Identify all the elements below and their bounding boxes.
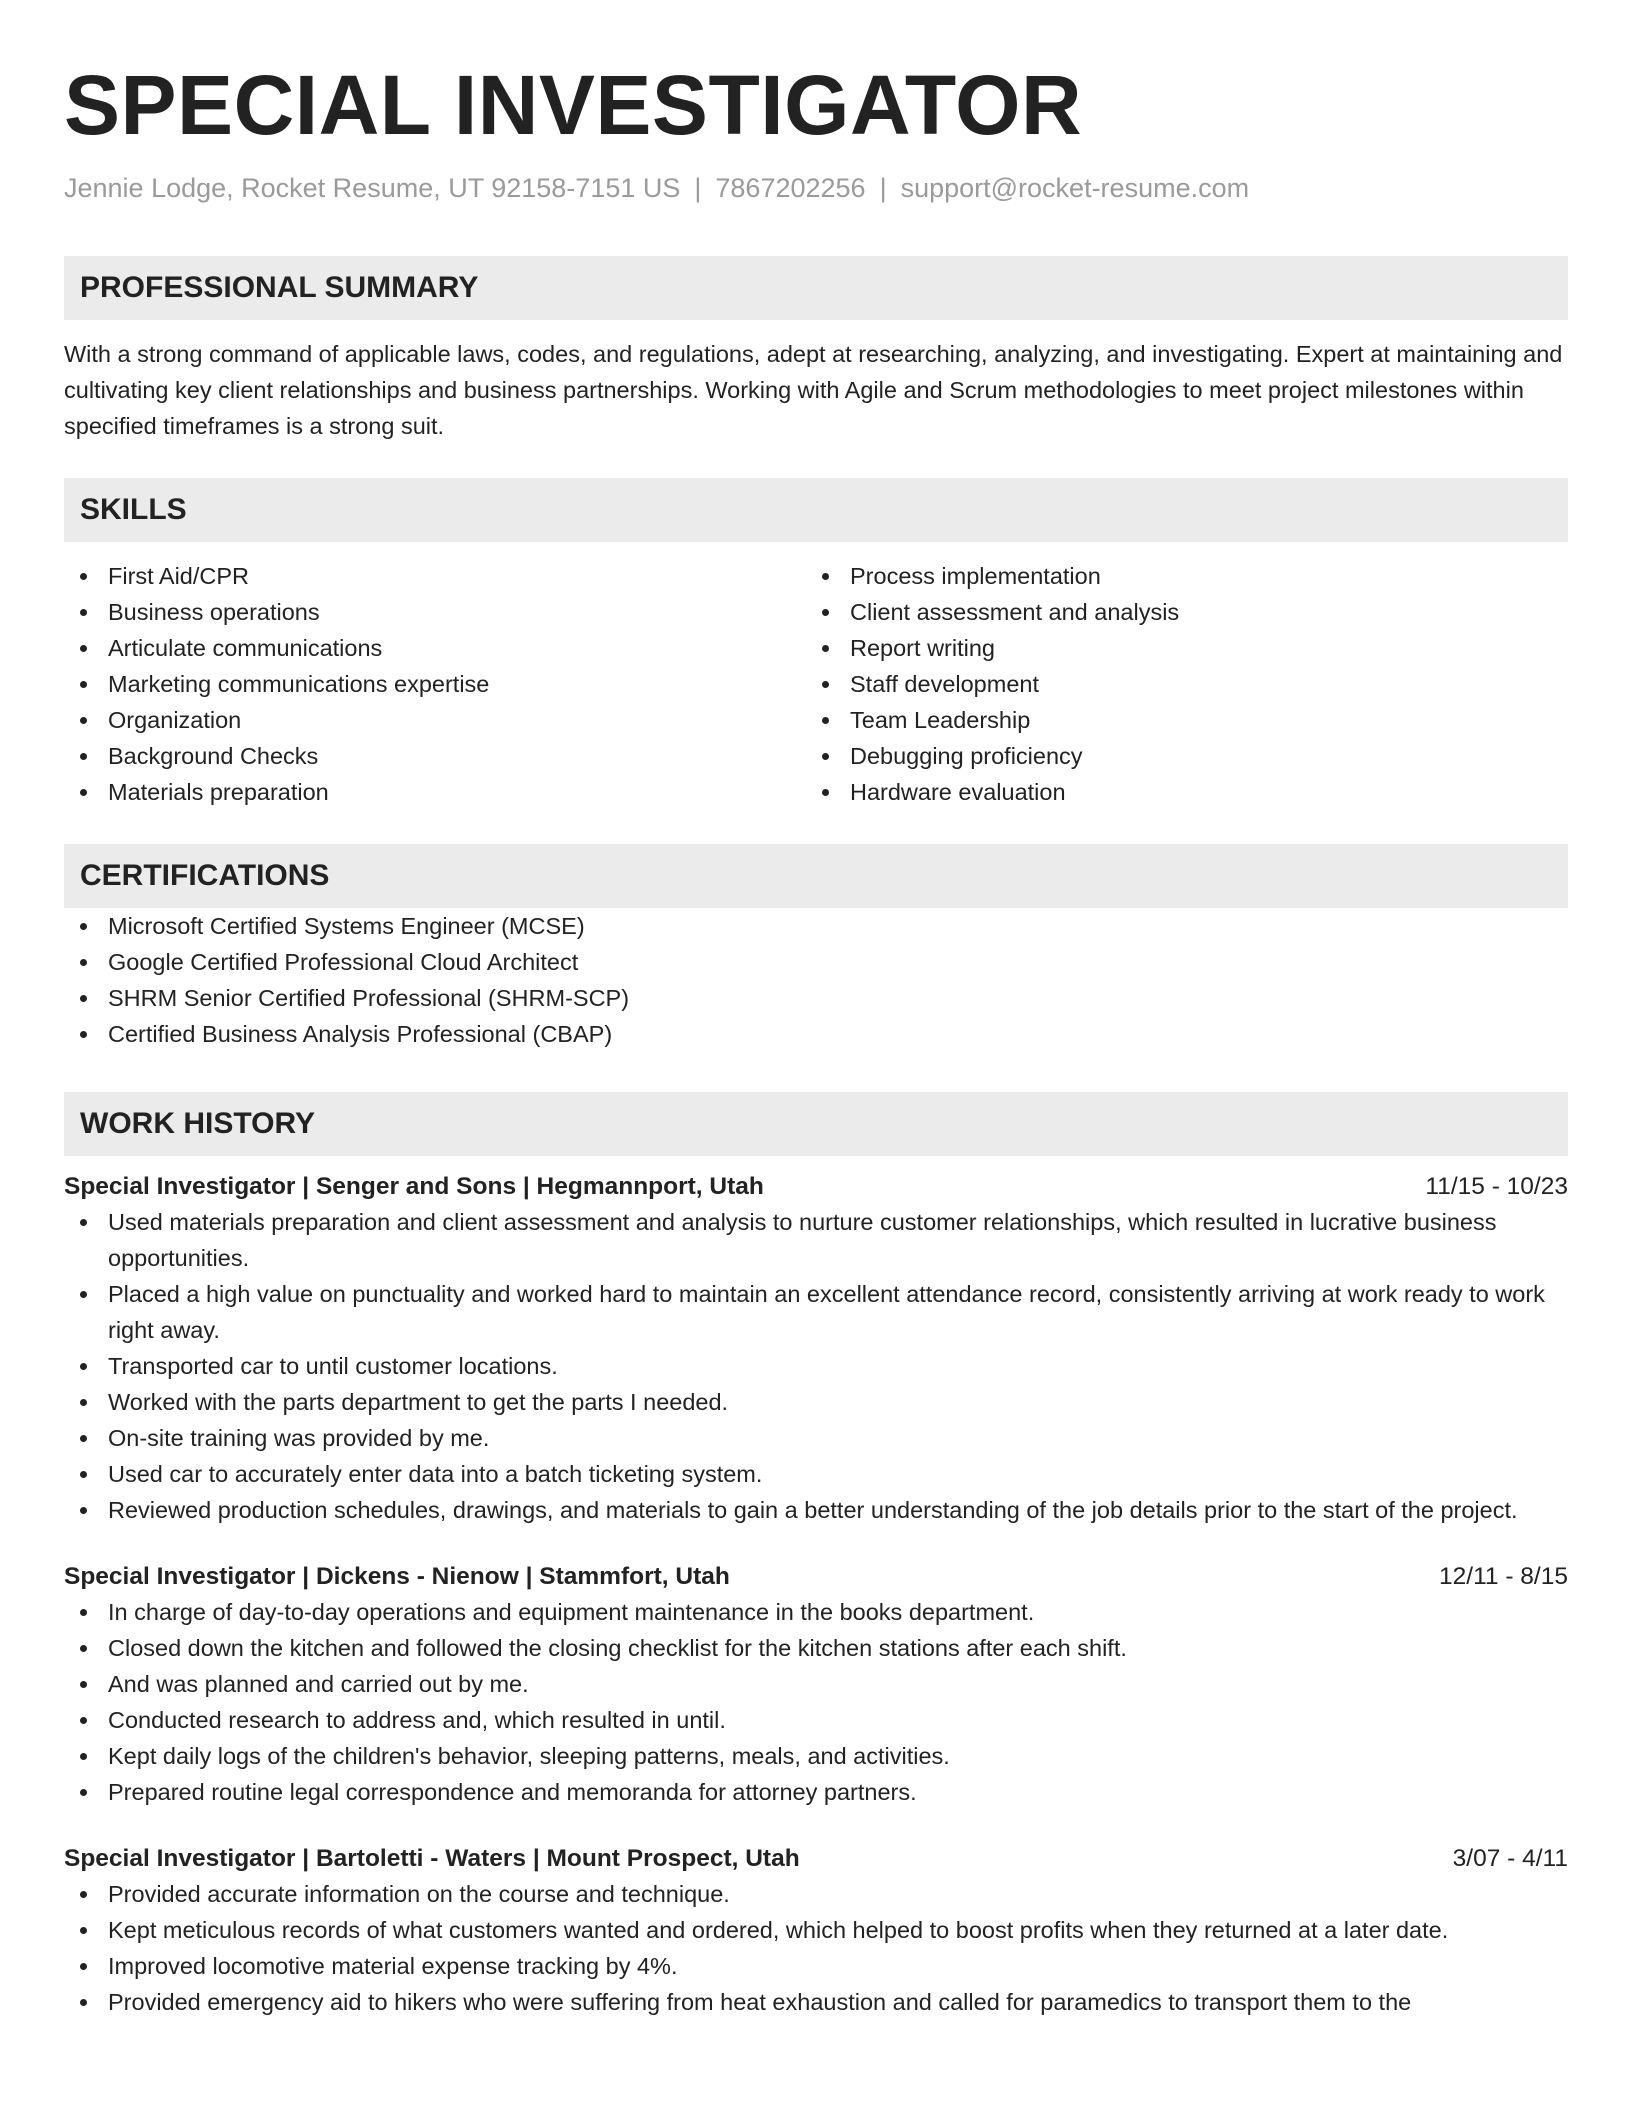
job-bullet: Used materials preparation and client assessment and analysis to nurture customer relationships, which resulted in lucrative business opportunities. [64,1204,1568,1276]
work-history-heading: WORK HISTORY [64,1092,1568,1156]
certifications-heading: CERTIFICATIONS [64,844,1568,908]
contact-separator: | [694,173,702,203]
summary-heading: PROFESSIONAL SUMMARY [64,256,1568,320]
skill-item: Client assessment and analysis [806,594,1548,630]
job-dates: 12/11 - 8/15 [1439,1563,1568,1590]
skills-column-right [806,558,1548,810]
job-title: Special Investigator | Dickens - Nienow | Stammfort, Utah [64,1563,730,1590]
job-bullet: Provided accurate information on the course and technique. [64,1876,1568,1912]
page-title: SPECIAL INVESTIGATOR [64,58,1083,152]
skill-item: Background Checks [64,738,806,774]
job-bullet: Closed down the kitchen and followed the closing checklist for the kitchen stations after each shift. [64,1630,1568,1666]
job-bullet: Worked with the parts department to get the parts I needed. [64,1384,1568,1420]
skill-item: Materials preparation [64,774,806,810]
certification-item: Google Certified Professional Cloud Architect [64,944,1568,980]
summary-text: With a strong command of applicable laws, codes, and regulations, adept at researching, analyzing, and investigating. Expert at maintaining and cultivating key client relationships and business partnerships. Working with Agile and Scrum methodologies to meet project milestones within specified timeframes is a strong suit. [64,341,1563,439]
job-header [64,1560,1568,1594]
summary-section [64,256,1568,444]
contact-address: Jennie Lodge, Rocket Resume, UT 92158-7151 US [64,173,681,203]
contact-separator: | [879,173,887,203]
skill-item: Team Leadership [806,702,1548,738]
skill-item: Staff development [806,666,1548,702]
work-history-section [64,1092,1568,2020]
job-dates: 3/07 - 4/11 [1452,1845,1568,1872]
skills-column-left [64,558,806,810]
certification-item: Microsoft Certified Systems Engineer (MCSE) [64,908,1568,944]
skills-columns [64,558,1568,810]
skills-list-left [64,558,806,810]
job-bullet: Provided emergency aid to hikers who were suffering from heat exhaustion and called for paramedics to transport them to the [64,1984,1568,2020]
skill-item: First Aid/CPR [64,558,806,594]
job-bullet: Prepared routine legal correspondence and memoranda for attorney partners. [64,1774,1568,1810]
skills-list-right [806,558,1548,810]
contact-email: support@rocket-resume.com [900,173,1250,203]
skill-item: Marketing communications expertise [64,666,806,702]
job-entry [64,1842,1568,2020]
job-bullets [64,1876,1568,2020]
job-bullet: Improved locomotive material expense tracking by 4%. [64,1948,1568,1984]
job-title: Special Investigator | Senger and Sons | Hegmannport, Utah [64,1173,764,1200]
skills-heading: SKILLS [64,478,1568,542]
job-bullet: In charge of day-to-day operations and equipment maintenance in the books department. [64,1594,1568,1630]
job-bullet: Placed a high value on punctuality and worked hard to maintain an excellent attendance record, consistently arriving at work ready to work right away. [64,1276,1568,1348]
job-bullets [64,1204,1568,1528]
contact-phone: 7867202256 [715,173,866,203]
job-header [64,1170,1568,1204]
job-bullet: Used car to accurately enter data into a batch ticketing system. [64,1456,1568,1492]
resume-page [64,0,1568,2020]
skill-item: Debugging proficiency [806,738,1548,774]
job-bullet: Kept meticulous records of what customers wanted and ordered, which helped to boost profits when they returned at a later date. [64,1912,1568,1948]
skill-item: Hardware evaluation [806,774,1548,810]
skill-item: Organization [64,702,806,738]
skills-section [64,478,1568,810]
skill-item: Process implementation [806,558,1548,594]
skill-item: Articulate communications [64,630,806,666]
job-title: Special Investigator | Bartoletti - Waters | Mount Prospect, Utah [64,1845,800,1872]
job-bullet: Reviewed production schedules, drawings, and materials to gain a better understanding of the job details prior to the start of the project. [64,1492,1568,1528]
certifications-section [64,844,1568,1052]
job-bullet: On-site training was provided by me. [64,1420,1568,1456]
certification-item: Certified Business Analysis Professional (CBAP) [64,1016,1568,1052]
job-header [64,1842,1568,1876]
certifications-list [64,908,1568,1052]
job-bullets [64,1594,1568,1810]
job-bullet: And was planned and carried out by me. [64,1666,1568,1702]
skill-item: Business operations [64,594,806,630]
certification-item: SHRM Senior Certified Professional (SHRM-SCP) [64,980,1568,1016]
skill-item: Report writing [806,630,1548,666]
job-bullet: Transported car to until customer locations. [64,1348,1568,1384]
job-dates: 11/15 - 10/23 [1425,1173,1568,1200]
job-entry [64,1170,1568,1528]
contact-line [64,172,1568,204]
job-bullet: Conducted research to address and, which resulted in until. [64,1702,1568,1738]
job-bullet: Kept daily logs of the children's behavior, sleeping patterns, meals, and activities. [64,1738,1568,1774]
job-entry [64,1560,1568,1810]
